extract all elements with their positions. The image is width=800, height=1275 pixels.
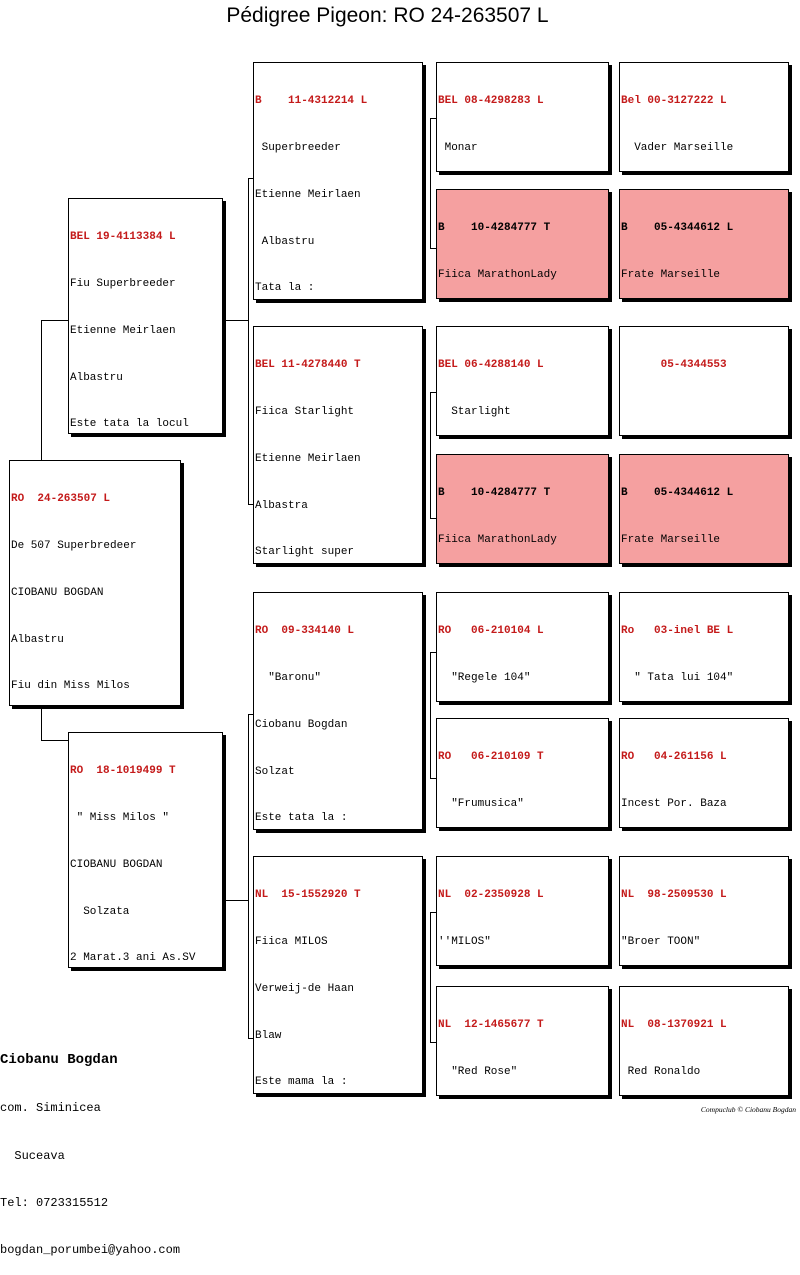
info-line: "Baronu": [255, 671, 322, 684]
info-line: Este tata la locul: [70, 418, 189, 431]
info-line: Frate Marseille: [621, 533, 721, 546]
owner-phone: Tel: 0723315512: [0, 1195, 109, 1210]
connector: [430, 392, 431, 518]
father-pigeon-card: [68, 198, 223, 434]
software-credit: Compuclub © Ciobanu Bogdan: [700, 1105, 796, 1114]
ancestor-pair-card: [619, 986, 789, 1096]
connector: [248, 178, 249, 504]
info-line: Albastru: [70, 371, 123, 384]
info-line: "Red Rose": [438, 1065, 518, 1078]
info-line: Verweij-de Haan: [255, 982, 355, 995]
connector: [41, 320, 42, 460]
ring-number: RO 18-1019499 T: [70, 765, 176, 778]
info-line: " Miss Milos ": [70, 811, 170, 824]
info-line: Etienne Meirlaen: [255, 188, 361, 201]
info-line: Este mama la :: [255, 1076, 348, 1089]
info-line: Albastru: [11, 633, 64, 646]
ring-number: BEL 08-4298283 L: [438, 95, 544, 108]
info-line: Red Ronaldo: [621, 1065, 701, 1078]
maternal-grandfather-card: [253, 592, 423, 830]
connector: [41, 320, 70, 321]
info-line: "Frumusica": [438, 797, 524, 810]
info-line: Starlight: [438, 405, 511, 418]
paternal-grandmother-card: [253, 326, 423, 564]
great-grandparent-card: [436, 326, 609, 436]
ring-number: NL 98-2509530 L: [621, 889, 727, 902]
info-line: Starlight super: [255, 546, 355, 559]
great-grandparent-card: [436, 718, 609, 828]
great-grandparent-card: [436, 454, 609, 564]
info-line: Frate Marseille: [621, 268, 721, 281]
info-line: Fiu din Miss Milos: [11, 680, 130, 693]
ring-number: NL 12-1465677 T: [438, 1019, 544, 1032]
connector: [222, 900, 248, 901]
ring-number: NL 08-1370921 L: [621, 1019, 727, 1032]
info-line: Solzat: [255, 765, 295, 778]
ancestor-pair-card: [619, 454, 789, 564]
ring-number: NL 15-1552920 T: [255, 889, 361, 902]
connector: [430, 652, 431, 778]
info-line: Fiica Starlight: [255, 405, 355, 418]
connector: [222, 320, 248, 321]
info-line: CIOBANU BOGDAN: [70, 858, 163, 871]
info-line: Albastra: [255, 499, 308, 512]
ring-number: B 11-4312214 L: [255, 95, 368, 108]
info-line: Etienne Meirlaen: [255, 452, 361, 465]
info-line: De 507 Superbredeer: [11, 539, 137, 552]
info-line: Ciobanu Bogdan: [255, 718, 348, 731]
ancestor-pair-card: [619, 62, 789, 172]
info-line: Albastru: [255, 235, 315, 248]
info-line: Monar: [438, 141, 478, 154]
info-line: Fiu Superbreeder: [70, 277, 176, 290]
ring-number: Ro 03-inel BE L: [621, 625, 734, 638]
ancestor-pair-card: [619, 856, 789, 966]
info-line: Fiica MarathonLady: [438, 268, 557, 281]
info-line: Este tata la :: [255, 812, 348, 825]
ancestor-pair-card: [619, 718, 789, 828]
info-line: "Regele 104": [438, 671, 531, 684]
info-line: CIOBANU BOGDAN: [11, 586, 104, 599]
info-line: Etienne Meirlaen: [70, 324, 176, 337]
connector: [430, 912, 431, 1042]
info-line: Fiica MarathonLady: [438, 533, 557, 546]
info-line: Fiica MILOS: [255, 935, 328, 948]
ring-number: BEL 19-4113384 L: [70, 231, 176, 244]
great-grandparent-card: [436, 986, 609, 1096]
subject-pigeon-card: [9, 460, 181, 706]
owner-info: [0, 1018, 180, 1275]
connector: [430, 118, 431, 248]
owner-name: Ciobanu Bogdan: [0, 1051, 118, 1068]
info-line: 2 Marat.3 ani As.SV: [70, 952, 196, 965]
info-line: Solzata: [70, 905, 130, 918]
info-line: Vader Marseille: [621, 141, 734, 154]
connector: [41, 740, 70, 741]
ring-number: NL 02-2350928 L: [438, 889, 544, 902]
owner-address-line: com. Siminicea: [0, 1101, 101, 1116]
info-line: "Broer TOON": [621, 935, 701, 948]
ancestor-pair-card: [619, 189, 789, 299]
info-line: ''MILOS": [438, 935, 491, 948]
great-grandparent-card: [436, 592, 609, 702]
ring-number: RO 06-210104 L: [438, 625, 544, 638]
ring-number: BEL 11-4278440 T: [255, 359, 361, 372]
info-line: Incest Por. Baza: [621, 797, 727, 810]
maternal-grandmother-card: [253, 856, 423, 1094]
great-grandparent-card: [436, 189, 609, 299]
owner-email: bogdan_porumbei@yahoo.com: [0, 1243, 181, 1258]
connector: [41, 706, 42, 740]
owner-address-line: Suceava: [0, 1148, 65, 1163]
ring-number: B 10-4284777 T: [438, 487, 551, 500]
ring-number: 05-4344553: [621, 359, 727, 372]
ancestor-pair-card: [619, 592, 789, 702]
ring-number: RO 06-210109 T: [438, 751, 544, 764]
ring-number: B 10-4284777 T: [438, 222, 551, 235]
connector: [248, 714, 249, 1038]
info-line: [621, 405, 788, 421]
page-title: Pédigree Pigeon: RO 24-263507 L: [226, 4, 549, 27]
ancestor-pair-card: [619, 326, 789, 436]
great-grandparent-card: [436, 62, 609, 172]
ring-number: RO 09-334140 L: [255, 625, 355, 638]
ring-number: RO 24-263507 L: [11, 493, 111, 506]
info-line: " Tata lui 104": [621, 671, 734, 684]
info-line: Superbreeder: [255, 141, 341, 154]
info-line: Blaw: [255, 1029, 282, 1042]
ring-number: BEL 06-4288140 L: [438, 359, 544, 372]
great-grandparent-card: [436, 856, 609, 966]
paternal-grandfather-card: [253, 62, 423, 300]
ring-number: RO 04-261156 L: [621, 751, 727, 764]
ring-number: B 05-4344612 L: [621, 222, 734, 235]
ring-number: Bel 00-3127222 L: [621, 95, 727, 108]
info-line: Tata la :: [255, 282, 315, 295]
mother-pigeon-card: [68, 732, 223, 968]
ring-number: B 05-4344612 L: [621, 487, 734, 500]
